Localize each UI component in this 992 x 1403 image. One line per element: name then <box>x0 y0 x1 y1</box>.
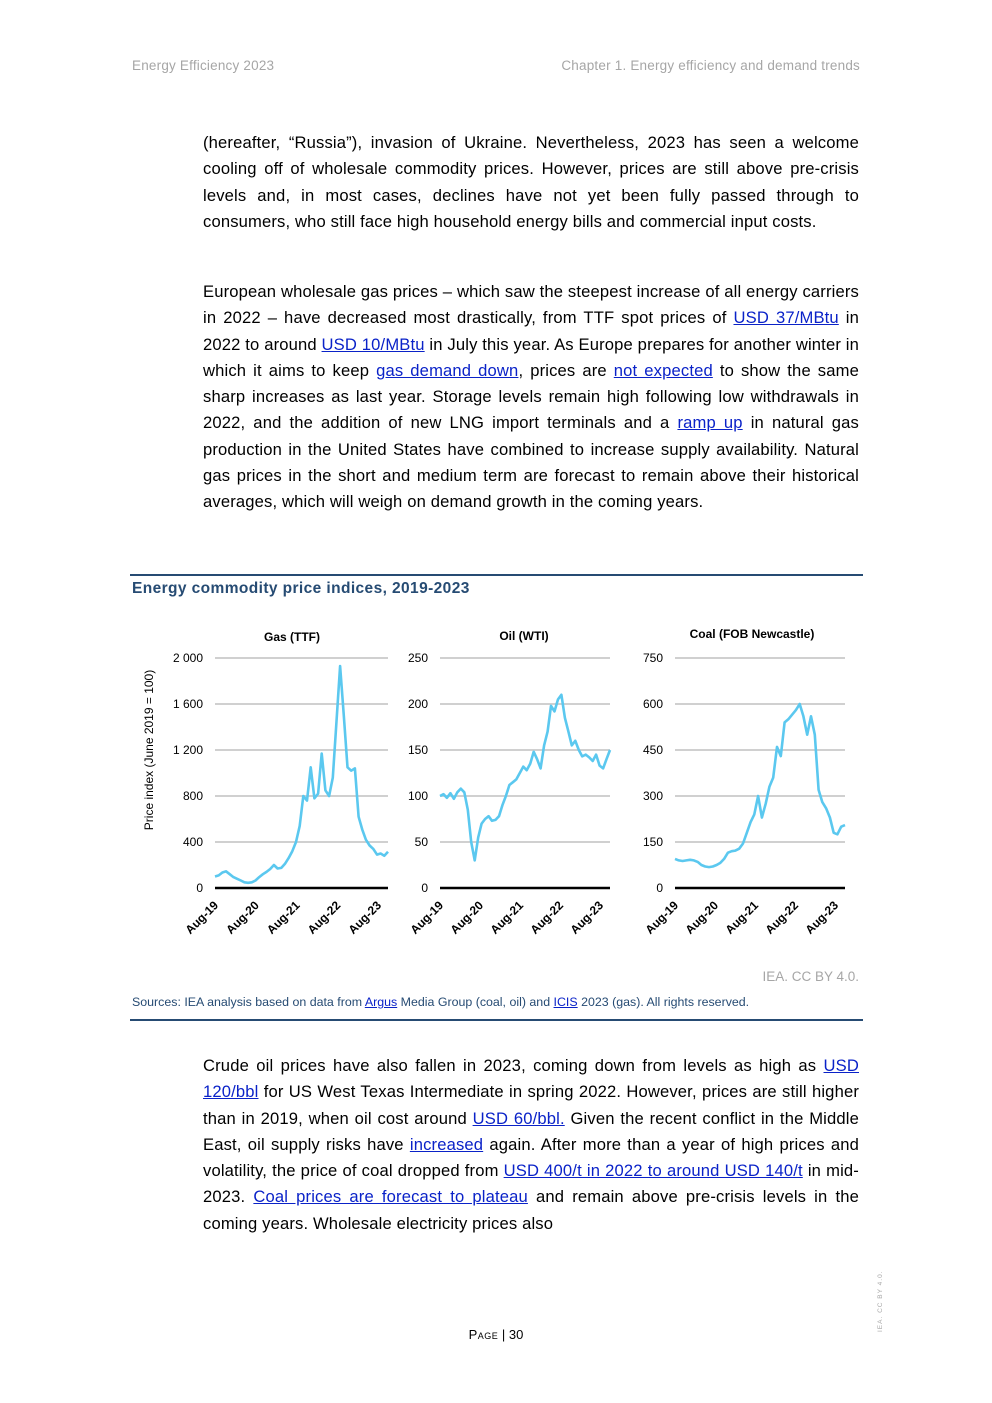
chart-title: Oil (WTI) <box>499 629 549 643</box>
y-tick-label: 0 <box>656 881 663 895</box>
x-tick-label: Aug-22 <box>304 898 344 937</box>
x-tick-label: Aug-20 <box>447 898 487 937</box>
y-tick-label: 800 <box>182 789 203 803</box>
y-tick-label: 0 <box>421 881 428 895</box>
x-tick-label: Aug-20 <box>682 898 722 937</box>
y-tick-label: 200 <box>407 697 428 711</box>
paragraph-oil-coal-prices <box>203 1053 859 1237</box>
page-separator: | <box>498 1327 509 1342</box>
figure-sources <box>132 995 749 1009</box>
text-run: European wholesale gas prices – which saw the steepest increase of all energy carriers in 2022 – have decreased most drastically, from TTF spot prices of <box>203 282 859 328</box>
series-line <box>215 666 388 883</box>
link-increased[interactable]: increased <box>409 1134 484 1154</box>
link-usd-10-mbtu[interactable]: USD 10/MBtu <box>321 334 425 354</box>
link-coal-price-drop[interactable]: USD 400/t in 2022 to around USD 140/t <box>503 1161 803 1181</box>
running-header-chapter: Chapter 1. Energy efficiency and demand trends <box>561 58 860 73</box>
paragraph-text: (hereafter, “Russia”), invasion of Ukraine. Nevertheless, 2023 has seen a welcome cooling off of wholesale commodity prices. However, prices are still above pre-crisis levels and, in most cases, declines have not yet been fully passed through to consumers, who still face high household energy bills and commercial input costs. <box>203 133 859 231</box>
series-line <box>440 695 610 861</box>
x-tick-label: Aug-23 <box>802 898 842 937</box>
text-run: Media Group (coal, oil) and <box>397 995 554 1009</box>
text-run: in 2022 to around <box>203 308 860 354</box>
y-tick-label: 450 <box>642 743 663 757</box>
y-tick-label: 1 200 <box>172 743 203 757</box>
y-tick-label: 1 600 <box>172 697 203 711</box>
text-run: in natural gas production in the United States have combined to increase supply availability. Natural gas prices in the short and medium term are forecast to remain above their historical averages, which will weigh on demand growth in the coming years. <box>203 413 859 512</box>
link-ramp-up[interactable]: ramp up <box>677 413 743 433</box>
text-run: again. After more than a year of high prices and volatility, the price of coal dropped from <box>203 1134 859 1181</box>
running-header-title: Energy Efficiency 2023 <box>132 58 275 73</box>
x-tick-label: Aug-21 <box>263 898 303 937</box>
side-license-text: IEA. CC BY 4.0. <box>877 1270 884 1332</box>
figure-credit: IEA. CC BY 4.0. <box>762 969 859 984</box>
x-tick-label: Aug-23 <box>345 898 385 937</box>
y-axis-label: Price index (June 2019 = 100) <box>142 669 156 831</box>
x-tick-label: Aug-19 <box>182 898 222 937</box>
text-run: Given the recent conflict in the Middle East, oil supply risks have <box>203 1108 859 1154</box>
text-run: Sources: IEA analysis based on data from <box>132 995 365 1009</box>
y-tick-label: 300 <box>642 789 663 803</box>
y-tick-label: 150 <box>642 835 663 849</box>
x-tick-label: Aug-22 <box>527 898 567 937</box>
y-tick-label: 750 <box>642 651 663 665</box>
y-tick-label: 2 000 <box>172 651 203 665</box>
page-label: Page <box>468 1327 499 1342</box>
link-usd-60-bbl[interactable]: USD 60/bbl. <box>472 1108 565 1128</box>
y-tick-label: 100 <box>407 789 428 803</box>
chart-oil-wti <box>407 629 610 937</box>
x-tick-label: Aug-20 <box>223 898 262 937</box>
x-tick-label: Aug-19 <box>407 898 447 937</box>
y-tick-label: 400 <box>182 835 203 849</box>
chart-gas-ttf <box>173 630 388 937</box>
y-tick-label: 50 <box>414 835 428 849</box>
chart-coal-newcastle <box>642 627 845 937</box>
link-icis[interactable]: ICIS <box>553 995 578 1009</box>
text-run: for US West Texas Intermediate in spring 2022. However, prices are still higher than in 2019, when oil cost around <box>203 1082 859 1128</box>
link-argus[interactable]: Argus <box>364 995 398 1009</box>
text-run: to show the same sharp increases as last year. Storage levels remain high following low withdrawals in 2022, and the addition of new LNG import terminals and a <box>203 360 859 433</box>
link-not-expected[interactable]: not expected <box>613 360 713 380</box>
x-tick-label: Aug-21 <box>722 898 762 937</box>
text-run: Crude oil prices have also fallen in 2023, coming down from levels as high as <box>203 1056 824 1075</box>
figure-bottom-rule <box>130 1019 863 1021</box>
figure-title: Energy commodity price indices, 2019-2023 <box>132 580 470 597</box>
text-run: in mid-2023. <box>203 1161 859 1207</box>
page-number: 30 <box>508 1327 524 1342</box>
text-run: and remain above pre-crisis levels in the coming years. Wholesale electricity prices also <box>203 1187 859 1233</box>
link-coal-forecast-plateau[interactable]: Coal prices are forecast to plateau <box>253 1187 528 1207</box>
text-run: , prices are <box>518 360 614 380</box>
text-run: 2023 (gas). All rights reserved. <box>577 995 750 1009</box>
link-usd-120-bbl[interactable]: USD 120/bbl <box>203 1056 859 1102</box>
y-tick-label: 0 <box>196 881 203 895</box>
x-tick-label: Aug-19 <box>642 898 682 937</box>
y-tick-label: 150 <box>407 743 428 757</box>
link-gas-demand-down[interactable]: gas demand down <box>376 360 519 380</box>
y-tick-label: 250 <box>407 651 428 665</box>
text-run: in July this year. As Europe prepares for another winter in which it aims to keep <box>203 334 859 380</box>
link-usd-37-mbtu[interactable]: USD 37/MBtu <box>733 308 839 328</box>
chart-title: Coal (FOB Newcastle) <box>689 627 815 641</box>
x-tick-label: Aug-22 <box>762 898 802 937</box>
x-tick-label: Aug-23 <box>567 898 607 937</box>
y-tick-label: 600 <box>642 697 663 711</box>
page-footer <box>0 1327 992 1342</box>
x-tick-label: Aug-21 <box>487 898 527 937</box>
chart-title: Gas (TTF) <box>264 630 320 644</box>
